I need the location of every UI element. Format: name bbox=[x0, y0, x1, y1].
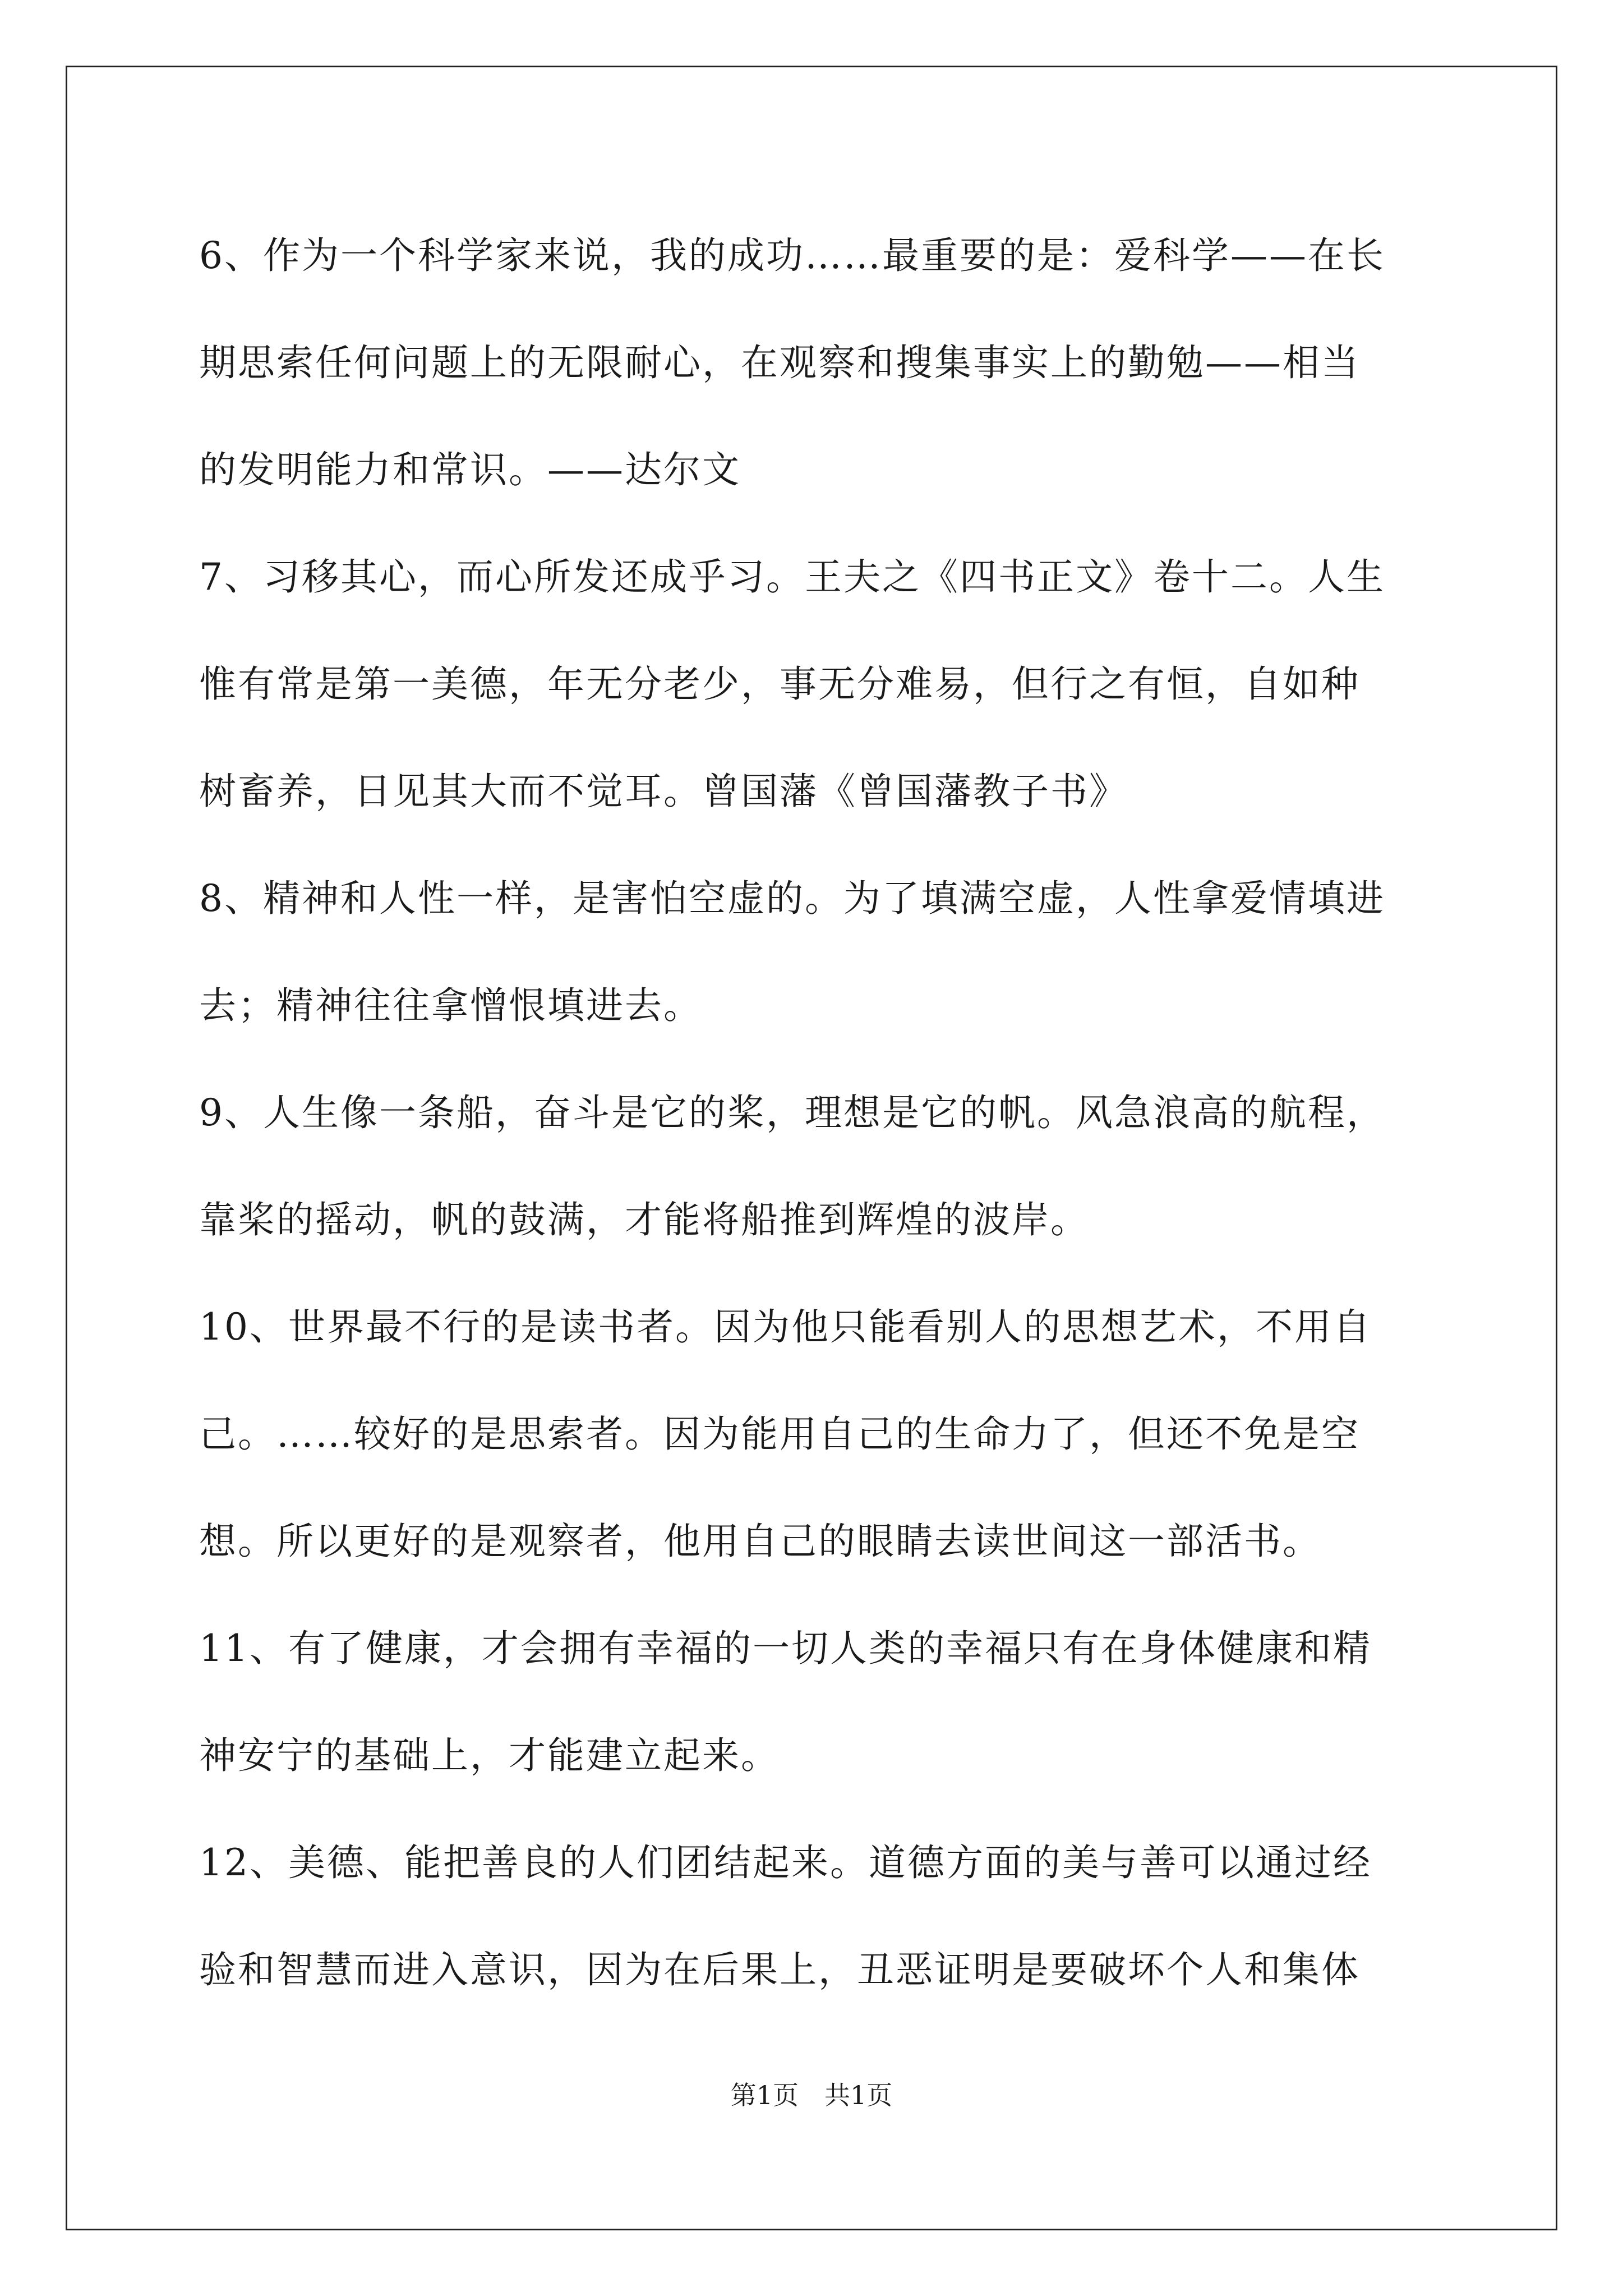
text-line: 想。所以更好的是观察者，他用自己的眼睛去读世间这一部活书。 bbox=[199, 1520, 1321, 1563]
text-line: 10、世界最不行的是读书者。因为他只能看别人的思想艺术，不用自 bbox=[199, 1305, 1372, 1349]
text-line: 验和智慧而进入意识，因为在后果上，丑恶证明是要破坏个人和集体 bbox=[199, 1948, 1360, 1991]
text-line: 靠桨的摇动，帆的鼓满，才能将船推到辉煌的波岸。 bbox=[199, 1198, 1089, 1241]
text-line: 8、精神和人性一样，是害怕空虚的。为了填满空虚，人性拿爱情填进 bbox=[199, 877, 1385, 920]
text-line: 期思索任何问题上的无限耐心，在观察和搜集事实上的勤勉——相当 bbox=[199, 341, 1360, 384]
text-line: 12、美德、能把善良的人们团结起来。道德方面的美与善可以通过经 bbox=[199, 1841, 1372, 1884]
text-line: 去；精神往往拿憎恨填进去。 bbox=[199, 984, 702, 1027]
text-line: 树畜养，日见其大而不觉耳。曾国藩《曾国藩教子书》 bbox=[199, 770, 1128, 813]
text-line: 惟有常是第一美德，年无分老少，事无分难易，但行之有恒，自如种 bbox=[199, 662, 1360, 706]
text-line: 7、习移其心，而心所发还成乎习。王夫之《四书正文》卷十二。人生 bbox=[199, 555, 1385, 599]
page-number-footer: 第1页 共1页 bbox=[730, 2080, 893, 2110]
text-line: 神安宁的基础上，才能建立起来。 bbox=[199, 1734, 780, 1777]
document-body bbox=[199, 202, 1436, 2023]
text-line: 己。……较好的是思索者。因为能用自己的生命力了，但还不免是空 bbox=[199, 1412, 1360, 1456]
text-line: 11、有了健康，才会拥有幸福的一切人类的幸福只有在身体健康和精 bbox=[199, 1627, 1372, 1670]
text-line: 的发明能力和常识。——达尔文 bbox=[199, 448, 741, 491]
text-line: 9、人生像一条船，奋斗是它的桨，理想是它的帆。风急浪高的航程， bbox=[199, 1091, 1385, 1134]
text-line: 6、作为一个科学家来说，我的成功……最重要的是：爱科学——在长 bbox=[199, 234, 1385, 277]
